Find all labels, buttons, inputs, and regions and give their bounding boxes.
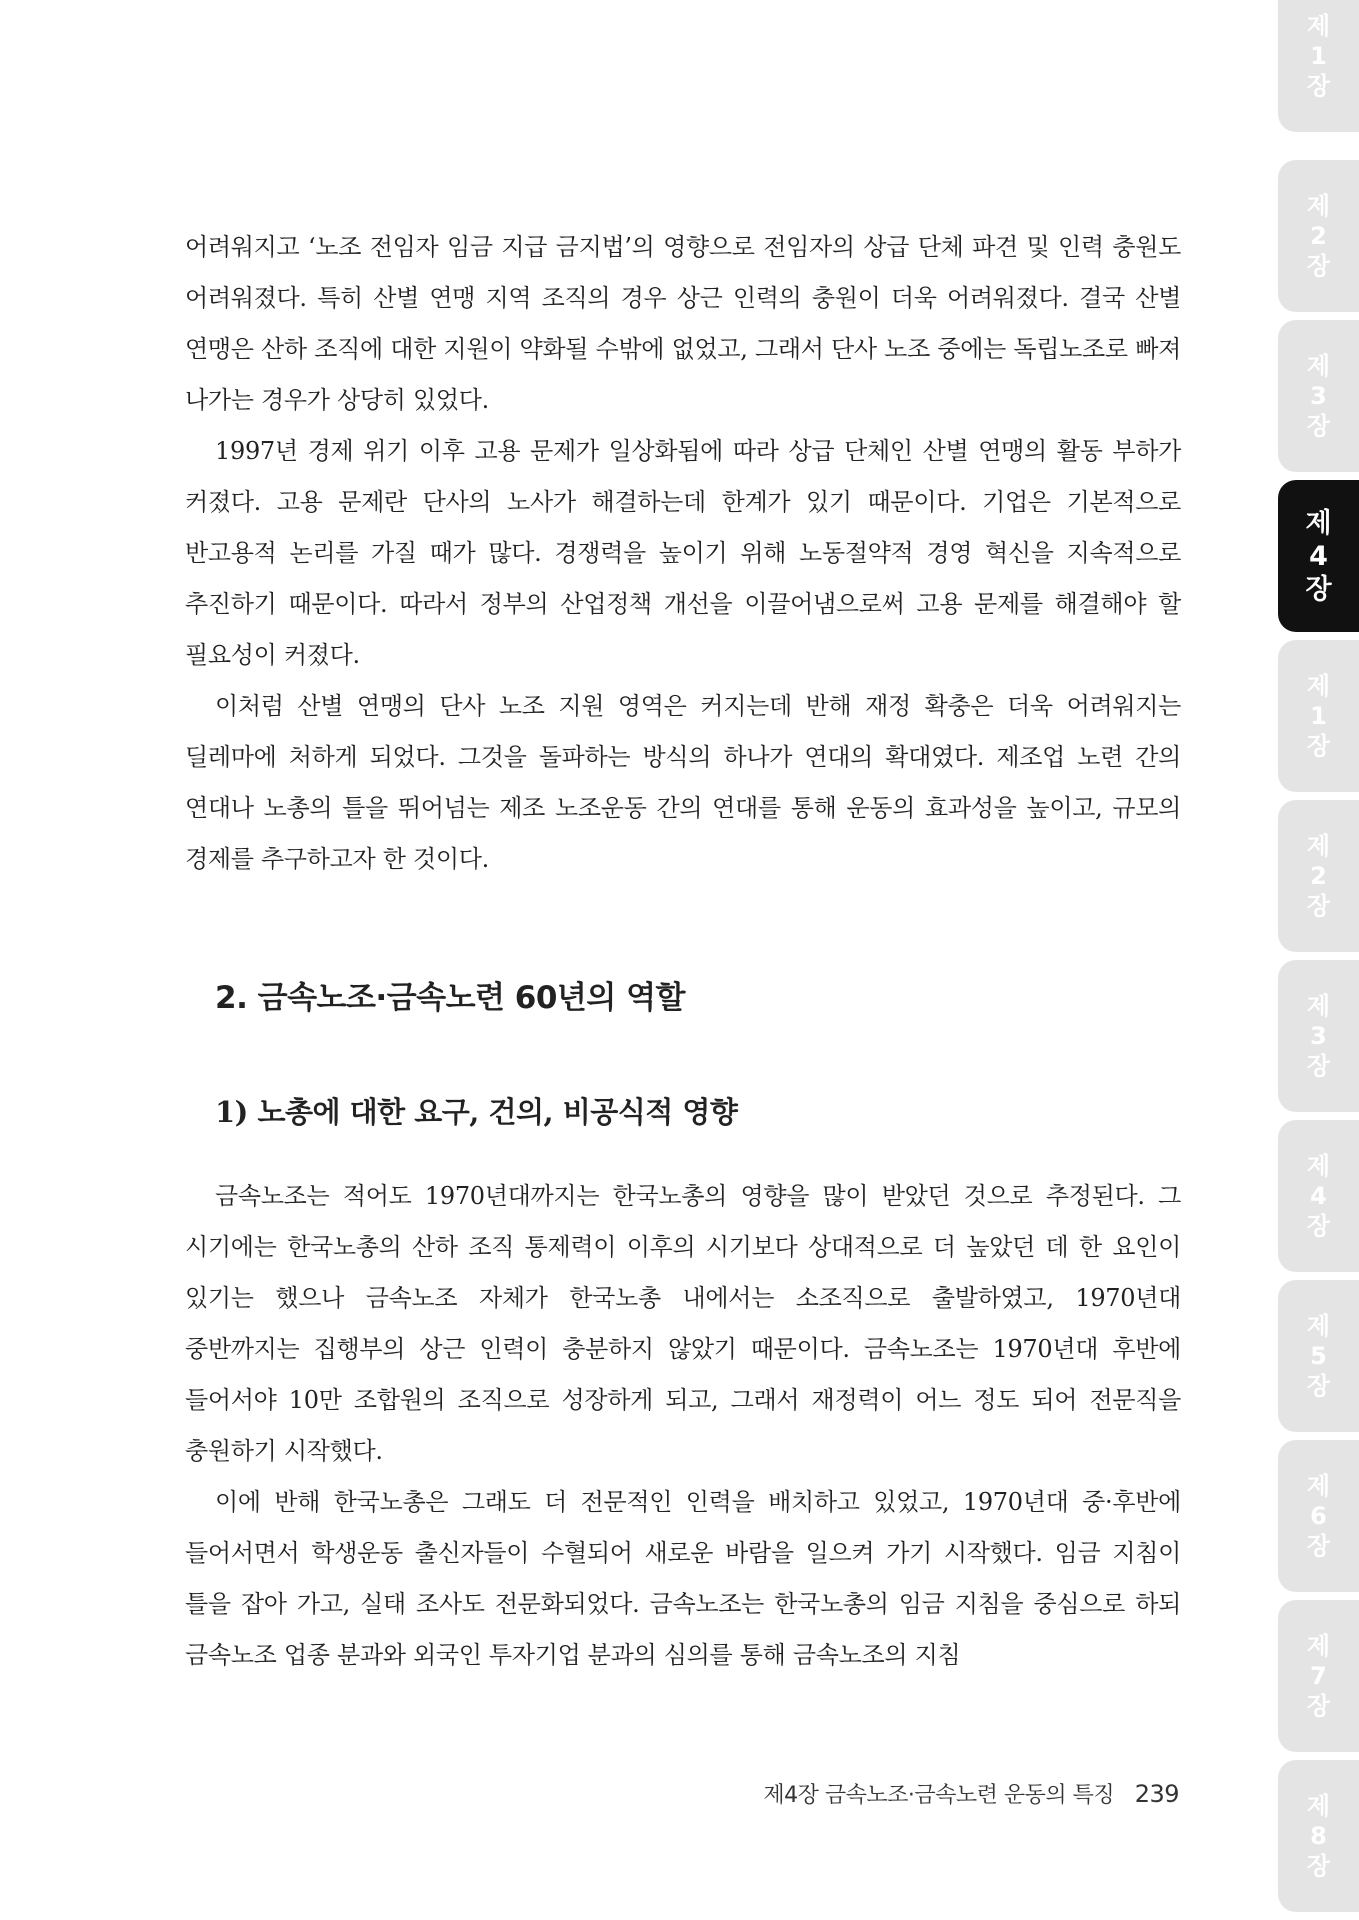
- chapter-tab[interactable]: 제 1 장: [1278, 0, 1359, 132]
- body-section-2: [185, 1171, 1181, 1681]
- chapter-tab[interactable]: 제 5 장: [1278, 1280, 1359, 1432]
- subsection-heading: 1) 노총에 대한 요구, 건의, 비공식적 영향: [215, 1095, 738, 1129]
- chapter-tab[interactable]: 제 4 장: [1278, 1120, 1359, 1272]
- chapter-tab[interactable]: 제 1 장: [1278, 640, 1359, 792]
- section-heading: 2. 금속노조·금속노련 60년의 역할: [215, 980, 685, 1016]
- chapter-tab-bar: [1278, 0, 1359, 1920]
- chapter-tab[interactable]: 제 8 장: [1278, 1760, 1359, 1912]
- page-number: 239: [1134, 1780, 1179, 1808]
- paragraph: 1997년 경제 위기 이후 고용 문제가 일상화됨에 따라 상급 단체인 산별 연맹의 활동 부하가 커졌다. 고용 문제란 단사의 노사가 해결하는데 한계가 있기 때문이다. 기업은 기본적으로 반고용적 논리를 가질 때가 많다. 경쟁력을 높이기 위해 노동절약적 경영 혁신을 지속적으로 추진하기 때문이다. 따라서 정부의 산업정책 개선을 이끌어냄으로써 고용 문제를 해결해야 할 필요성이 커졌다.: [185, 437, 1181, 669]
- page-footer: [763, 1778, 1179, 1809]
- running-title: 제4장 금속노조·금속노련 운동의 특징: [763, 1783, 1115, 1808]
- chapter-tab[interactable]: 제 6 장: [1278, 1440, 1359, 1592]
- paragraph: 이처럼 산별 연맹의 단사 노조 지원 영역은 커지는데 반해 재정 확충은 더욱 어려워지는 딜레마에 처하게 되었다. 그것을 돌파하는 방식의 하나가 연대의 확대였다. 제조업 노련 간의 연대나 노총의 틀을 뛰어넘는 제조 노조운동 간의 연대를 통해 운동의 효과성을 높이고, 규모의 경제를 추구하고자 한 것이다.: [185, 692, 1181, 873]
- paragraph: 금속노조는 적어도 1970년대까지는 한국노총의 영향을 많이 받았던 것으로 추정된다. 그 시기에는 한국노총의 산하 조직 통제력이 이후의 시기보다 상대적으로 더 높았던 데 한 요인이 있기는 했으나 금속노조 자체가 한국노총 내에서는 소조직으로 출발하였고, 1970년대 중반까지는 집행부의 상근 인력이 충분하지 않았기 때문이다. 금속노조는 1970년대 후반에 들어서야 10만 조합원의 조직으로 성장하게 되고, 그래서 재정력이 어느 정도 되어 전문직을 충원하기 시작했다.: [185, 1182, 1181, 1465]
- chapter-tab[interactable]: 제 2 장: [1278, 800, 1359, 952]
- body-section-1: [185, 222, 1181, 885]
- paragraph: 어려워지고 ‘노조 전임자 임금 지급 금지법’의 영향으로 전임자의 상급 단체 파견 및 인력 충원도 어려워졌다. 특히 산별 연맹 지역 조직의 경우 상근 인력의 충원이 더욱 어려워졌다. 결국 산별 연맹은 산하 조직에 대한 지원이 약화될 수밖에 없었고, 그래서 단사 노조 중에는 독립노조로 빠져 나가는 경우가 상당히 있었다.: [185, 233, 1181, 414]
- chapter-tab-active[interactable]: 제 4 장: [1278, 480, 1359, 632]
- chapter-tab[interactable]: 제 2 장: [1278, 160, 1359, 312]
- chapter-tab[interactable]: 제 3 장: [1278, 960, 1359, 1112]
- paragraph: 이에 반해 한국노총은 그래도 더 전문적인 인력을 배치하고 있었고, 1970년대 중·후반에 들어서면서 학생운동 출신자들이 수혈되어 새로운 바람을 일으켜 가기 시작했다. 임금 지침이 틀을 잡아 가고, 실태 조사도 전문화되었다. 금속노조는 한국노총의 임금 지침을 중심으로 하되 금속노조 업종 분과와 외국인 투자기업 분과의 심의를 통해 금속노조의 지침: [185, 1488, 1181, 1669]
- chapter-tab[interactable]: 제 3 장: [1278, 320, 1359, 472]
- chapter-tab[interactable]: 제 7 장: [1278, 1600, 1359, 1752]
